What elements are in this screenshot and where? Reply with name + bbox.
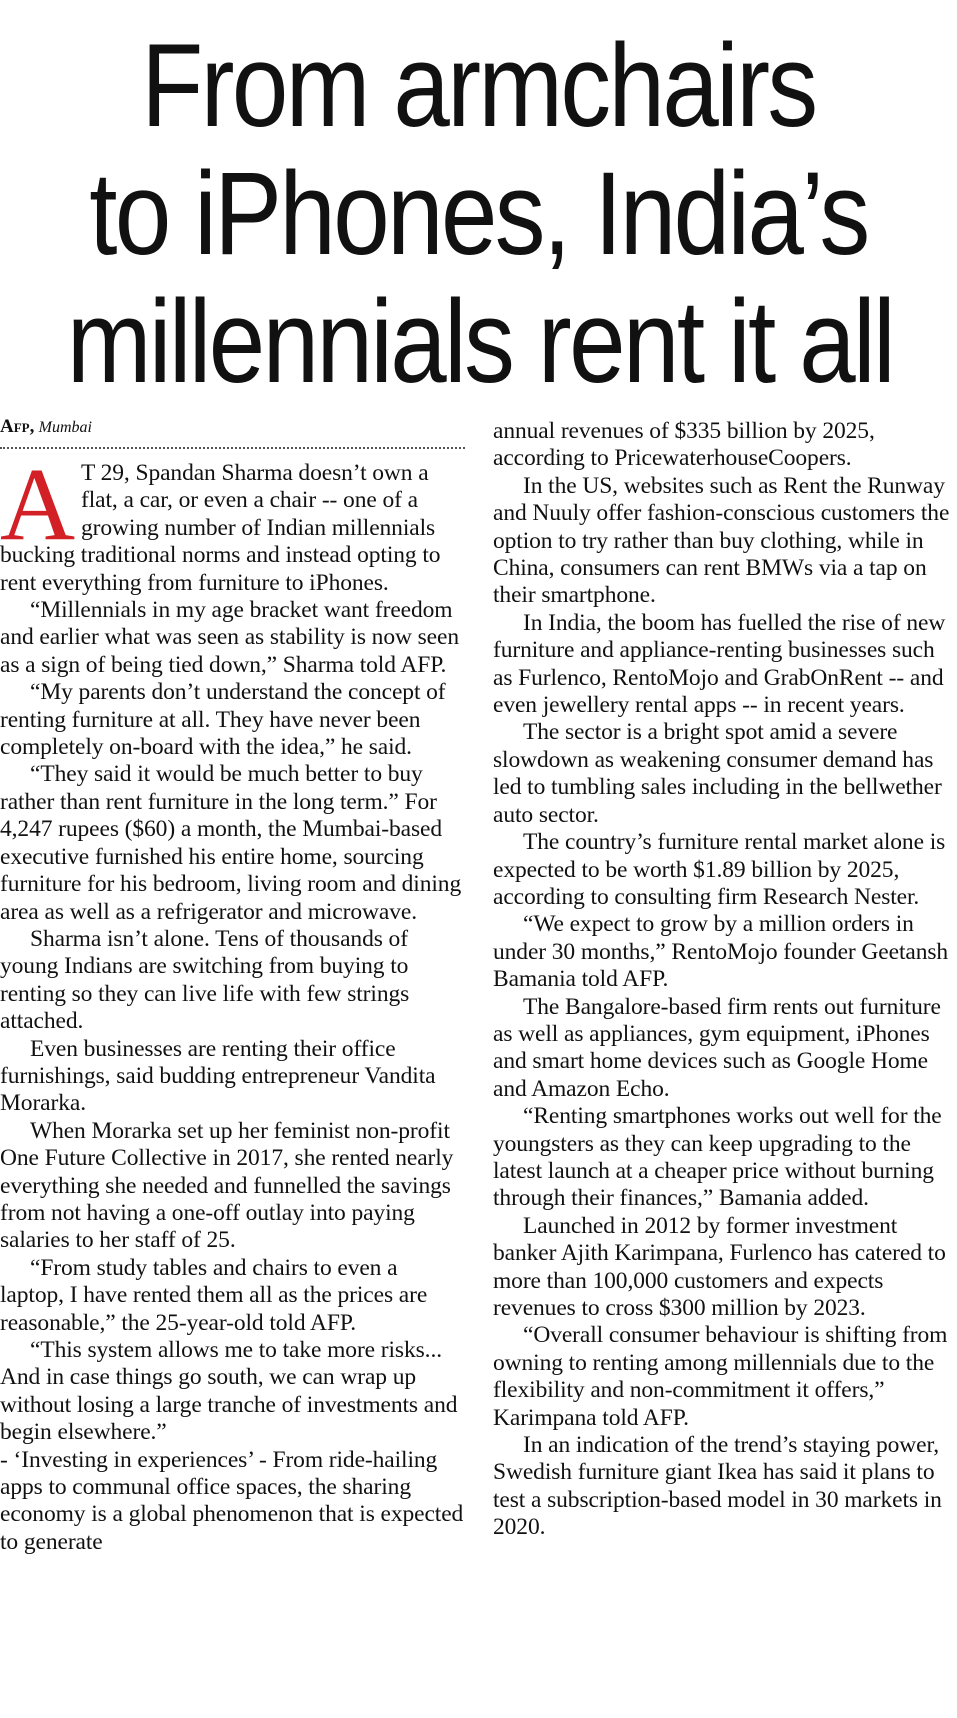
article-paragraph: “From study tables and chairs to even a laptop, I have rented them all as the prices are reasonable,” the 25-year-old told AFP.: [0, 1254, 428, 1336]
headline-line-3: millennials rent it all: [66, 276, 894, 408]
article-paragraph: In India, the boom has fuelled the rise of new furniture and appliance-renting businesses such as Furlenco, RentoMojo and GrabOnRent -- and even jewellery rental apps -- in recent years.: [493, 609, 946, 719]
article-paragraph: “We expect to grow by a million orders in under 30 months,” RentoMojo founder Geetansh Bamania told AFP.: [493, 911, 949, 993]
article-paragraph: In an indication of the trend’s staying power, Swedish furniture giant Ikea has said it plans to test a subscription-based model in 30 markets in 2020.: [493, 1432, 942, 1541]
headline-line-2: to iPhones, India’s: [89, 148, 868, 280]
article-paragraph: The Bangalore-based firm rents out furniture as well as appliances, gym equipment, iPhones and smart home devices such as Google Home and Amazon Echo.: [493, 993, 941, 1102]
article-paragraph-text: T 29, Spandan Sharma doesn’t own a flat, a car, or even a chair -- one of a growing number of Indian millennials bucking traditional norms and instead opting to rent everything from furniture to iPhones.: [0, 460, 441, 596]
article-paragraph: “This system allows me to take more risks... And in case things go south, we can wrap up without losing a large tranche of investments and begin elsewhere.”: [0, 1337, 458, 1446]
headline: [66, 20, 894, 408]
article-paragraph: “Renting smartphones works out well for the youngsters as they can keep upgrading to the latest launch at a cheaper price without burning through their finances,” Bamania added.: [493, 1103, 942, 1212]
article-column-left: [0, 447, 465, 1556]
article-paragraph: annual revenues of $335 billion by 2025, according to PricewaterhouseCoopers.: [493, 418, 875, 472]
article-paragraph: [0, 447, 465, 597]
article-subhead-paragraph: - ‘Investing in experiences’ - From ride-hailing apps to communal office spaces, the sharing economy is a global phenomenon that is expected to generate: [0, 1446, 464, 1555]
article-paragraph: Even businesses are renting their office furnishings, said budding entrepreneur Vandita Morarka.: [0, 1035, 436, 1117]
article-paragraph: Sharma isn’t alone. Tens of thousands of young Indians are switching from buying to renting so they can live life with few strings attached.: [0, 925, 410, 1035]
headline-line-1: From armchairs: [141, 20, 816, 152]
article-column-right: [493, 418, 957, 1542]
article-paragraph: In the US, websites such as Rent the Runway and Nuuly offer fashion-conscious customers the option to try rather than buy clothing, while in China, consumers can rent BMWs via a tap on their smartphone.: [493, 472, 950, 609]
article-paragraph: “My parents don’t understand the concept of renting furniture at all. They have never been completely on-board with the idea,” he said.: [0, 679, 446, 761]
article-paragraph: Launched in 2012 by former investment banker Ajith Karimpana, Furlenco has catered to more than 100,000 customers and expects revenues to cross $300 million by 2023.: [493, 1212, 946, 1321]
drop-cap: A: [0, 447, 76, 562]
article-paragraph: “Overall consumer behaviour is shifting from owning to renting among millennials due to the flexibility and non-commitment it offers,” Karimpana told AFP.: [493, 1322, 948, 1431]
byline-agency: Afp,: [0, 416, 35, 437]
article-paragraph: “They said it would be much better to buy rather than rent furniture in the long term.” For 4,247 rupees ($60) a month, the Mumbai-based executive furnished his entire home, sourcing furniture for his bedroom, living room and dining area as well as a refrigerator and microwave.: [0, 761, 462, 925]
article-paragraph: “Millennials in my age bracket want freedom and earlier what was seen as stability is now seen as a sign of being tied down,” Sharma told AFP.: [0, 597, 459, 678]
article-paragraph: The country’s furniture rental market alone is expected to be worth $1.89 billion by 2025, according to consulting firm Research Nester.: [493, 829, 946, 910]
article-paragraph: When Morarka set up her feminist non-profit One Future Collective in 2017, she rented nearly everything she needed and funnelled the savings from not having a one-off outlay into paying salaries to her staff of 25.: [0, 1117, 454, 1254]
article-paragraph: The sector is a bright spot amid a severe slowdown as weakening consumer demand has led to tumbling sales including in the bellwether auto sector.: [493, 719, 942, 828]
byline-place: Mumbai: [38, 419, 92, 436]
